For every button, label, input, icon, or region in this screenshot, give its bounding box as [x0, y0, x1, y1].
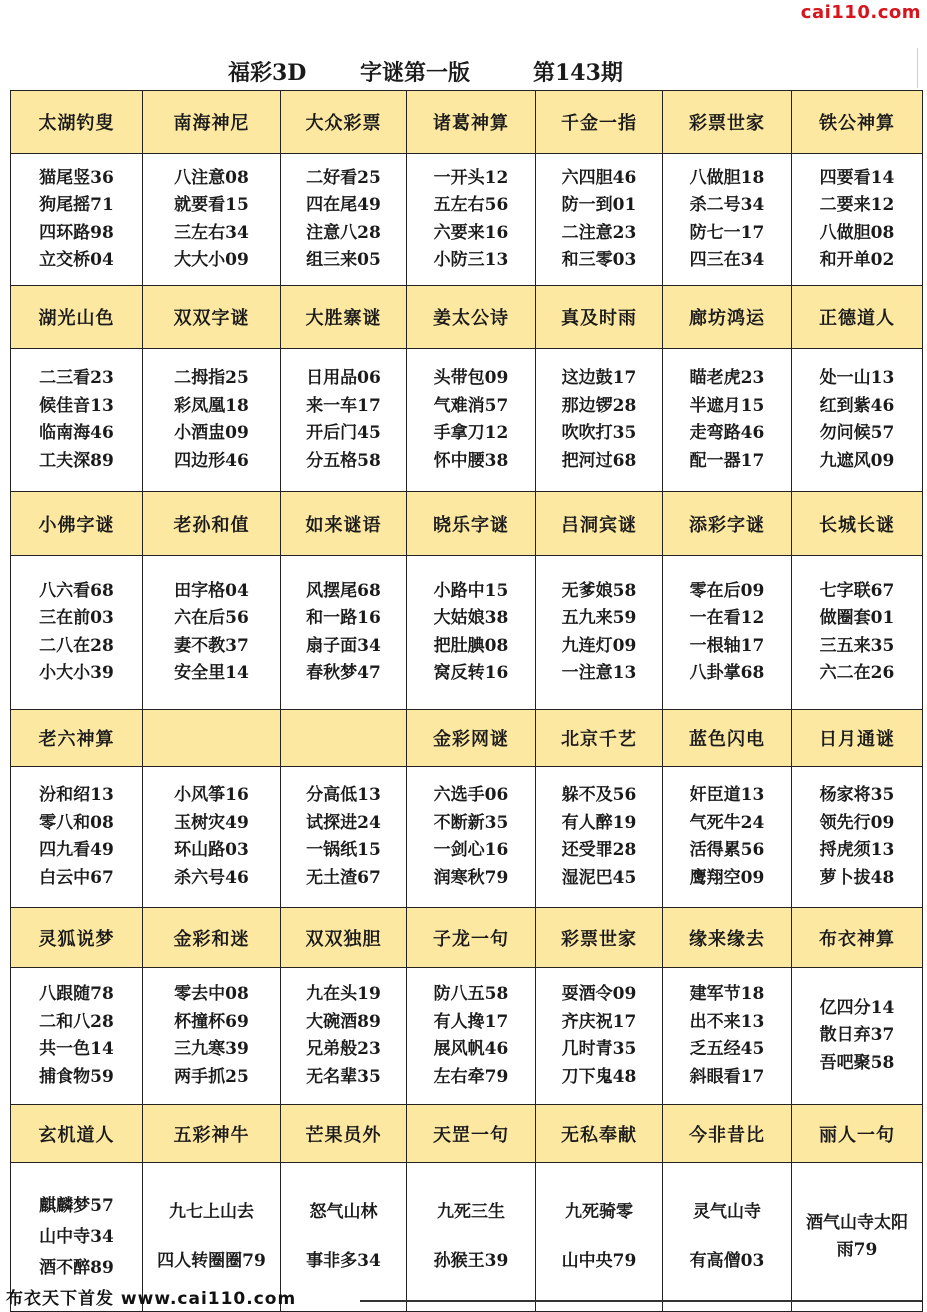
riddle-cell: [663, 556, 792, 710]
expert-name: 无私奉献: [536, 1105, 663, 1163]
riddle-cell: [143, 767, 281, 908]
riddle-line: 灵气山寺: [693, 1201, 761, 1222]
riddle-cell: [407, 968, 536, 1105]
riddle-line: 亿四分14: [819, 997, 895, 1018]
title-lottery: 福彩3D: [228, 60, 307, 86]
riddle-line: 四九看49: [39, 840, 114, 860]
expert-name: 吕洞宾谜: [536, 492, 663, 556]
riddle-line: 分五格58: [306, 450, 381, 471]
riddle-line: 一剑心16: [433, 840, 509, 860]
riddle-line: 临南海46: [39, 423, 114, 443]
riddle-cell: [143, 154, 281, 286]
expert-name: 铁公神算: [792, 91, 923, 154]
riddle-lines: [536, 167, 662, 273]
riddle-lines: [407, 167, 535, 273]
riddle-line: 组三来05: [306, 250, 381, 270]
riddle-line: 手拿刀12: [433, 423, 509, 443]
riddle-line: 二要来12: [819, 195, 895, 215]
riddle-line: 四三在34: [689, 250, 765, 270]
riddle-line: 零去中08: [174, 984, 249, 1004]
header-row: [11, 91, 923, 154]
riddle-line: 安全里14: [174, 663, 249, 683]
riddle-line: 四人转圈圈79: [157, 1251, 266, 1271]
riddle-line: 展风帆46: [433, 1039, 509, 1059]
riddle-line: 气难消57: [433, 395, 509, 416]
riddle-line: 出不来13: [689, 1011, 765, 1032]
expert-name: 缘来缘去: [663, 908, 792, 968]
riddle-cell: [143, 349, 281, 492]
expert-name: 双双字谜: [143, 286, 281, 349]
riddle-line: 工夫深89: [39, 450, 114, 471]
riddle-line: 有高僧03: [689, 1251, 765, 1271]
riddle-cell: [536, 349, 663, 492]
expert-name: 双双独胆: [281, 908, 407, 968]
expert-name: 彩票世家: [536, 908, 663, 968]
riddle-line: 二和八28: [39, 1011, 114, 1032]
riddle-line: 五九来59: [561, 608, 637, 628]
riddle-line: 捕食物59: [39, 1066, 114, 1087]
riddle-lines: [11, 1193, 142, 1282]
riddle-line: 二好看25: [306, 167, 381, 188]
expert-name: 诸葛神算: [407, 91, 536, 154]
expert-name: 彩票世家: [663, 91, 792, 154]
riddle-line: 躲不及56: [561, 785, 637, 805]
riddle-lines: [536, 580, 662, 686]
riddle-line: 开后门45: [306, 423, 381, 443]
footer-rule: [360, 1300, 922, 1302]
riddle-line: 注意八28: [306, 222, 381, 243]
riddle-line: 有人搀17: [433, 1011, 509, 1032]
riddle-line: 处一山13: [819, 368, 895, 388]
riddle-cell: [663, 154, 792, 286]
expert-name: 五彩神牛: [143, 1105, 281, 1163]
expert-name: 今非昔比: [663, 1105, 792, 1163]
riddle-row: [11, 556, 923, 710]
riddle-lines: [663, 784, 791, 890]
header-row: [11, 286, 923, 349]
riddle-line: 两手抓25: [174, 1066, 249, 1087]
riddle-cell: [143, 968, 281, 1105]
riddle-lines: [11, 983, 142, 1089]
expert-name: 小佛字谜: [11, 492, 143, 556]
riddle-lines: [792, 997, 922, 1076]
expert-name: 金彩和迷: [143, 908, 281, 968]
riddle-lines: [11, 367, 142, 473]
riddle-cell: [11, 767, 143, 908]
riddle-line: 八六看68: [39, 580, 114, 601]
riddle-line: 三在前03: [39, 608, 114, 628]
riddle-line: 窝反转16: [433, 663, 509, 683]
riddle-line: 吹吹打35: [561, 423, 637, 443]
riddle-lines: [281, 367, 406, 473]
riddle-line: 和开单02: [819, 250, 895, 270]
riddle-line: 走弯路46: [689, 423, 765, 443]
riddle-line: 小路中15: [433, 580, 509, 601]
riddle-lines: [281, 1201, 406, 1274]
expert-name: 大胜寨谜: [281, 286, 407, 349]
riddle-line: 零在后09: [689, 580, 765, 601]
riddle-line: 玉树灾49: [174, 812, 249, 833]
riddle-cell: [281, 968, 407, 1105]
riddle-line: 彩凤凰18: [174, 395, 249, 416]
riddle-line: 四要看14: [819, 167, 895, 188]
riddle-line: 日用品06: [306, 368, 381, 388]
riddle-row: [11, 349, 923, 492]
riddle-table: [10, 90, 923, 1312]
riddle-lines: [407, 784, 535, 890]
riddle-line: 二拇指25: [174, 368, 249, 388]
riddle-line: 配一器17: [689, 450, 765, 471]
riddle-line: 吾吧聚58: [819, 1052, 895, 1073]
riddle-line: 一开头12: [433, 167, 509, 188]
riddle-line: 猫尾竖36: [39, 167, 114, 188]
riddle-line: 六二在26: [819, 663, 895, 683]
riddle-lines: [407, 1201, 535, 1274]
riddle-cell: [663, 1163, 792, 1312]
riddle-lines: [143, 580, 280, 686]
riddle-line: 九死骑零: [565, 1201, 633, 1222]
riddle-line: 建军节18: [689, 984, 765, 1004]
riddle-line: 捋虎须13: [819, 840, 895, 860]
riddle-lines: [536, 983, 662, 1089]
riddle-row: [11, 968, 923, 1105]
expert-name: 灵狐说梦: [11, 908, 143, 968]
riddle-cell: [281, 556, 407, 710]
riddle-cell: [407, 556, 536, 710]
riddle-line: 无名辈35: [306, 1066, 381, 1087]
riddle-line: 那边锣28: [561, 395, 637, 416]
header-row: [11, 1105, 923, 1163]
riddle-line: 瞄老虎23: [689, 368, 765, 388]
riddle-line: 六要来16: [433, 222, 509, 243]
riddle-line: 大姑娘38: [433, 608, 509, 628]
site-brand: cai110.com: [800, 2, 921, 23]
riddle-lines: [792, 367, 922, 473]
riddle-line: 还受罪28: [561, 840, 637, 860]
riddle-line: 杯撞杯69: [174, 1011, 249, 1032]
riddle-line: 一在看12: [689, 608, 765, 628]
riddle-cell: [792, 154, 923, 286]
riddle-cell: [11, 556, 143, 710]
riddle-line: 杀六号46: [174, 867, 249, 888]
riddle-line: 小大小39: [39, 663, 114, 683]
riddle-cell: [792, 968, 923, 1105]
riddle-line: 防七一17: [689, 222, 765, 243]
riddle-line: 杀二号34: [689, 195, 765, 215]
riddle-line: 八跟随78: [39, 984, 114, 1004]
riddle-line: 四在尾49: [306, 195, 381, 215]
expert-name: [143, 710, 281, 767]
expert-name: 老六神算: [11, 710, 143, 767]
expert-name: [281, 710, 407, 767]
expert-name: 丽人一句: [792, 1105, 923, 1163]
riddle-cell: [407, 767, 536, 908]
riddle-line: 无土渣67: [306, 867, 381, 888]
riddle-line: 有人醉19: [561, 812, 637, 833]
riddle-line: 风摆尾68: [306, 580, 381, 601]
riddle-line: 六四胆46: [561, 167, 637, 188]
riddle-line: 和一路16: [306, 608, 381, 628]
riddle-line: 九遮风09: [819, 450, 895, 471]
page-title: [0, 56, 927, 84]
riddle-line: 春秋梦47: [306, 663, 381, 683]
riddle-lines: [11, 167, 142, 273]
riddle-line: 一根轴17: [689, 635, 765, 656]
riddle-lines: [663, 167, 791, 273]
riddle-cell: [536, 556, 663, 710]
expert-name: 金彩网谜: [407, 710, 536, 767]
riddle-lines: [407, 983, 535, 1089]
expert-name: 姜太公诗: [407, 286, 536, 349]
riddle-line: 九七上山去: [169, 1201, 254, 1222]
riddle-lines: [281, 983, 406, 1089]
riddle-line: 把肚腆08: [433, 635, 509, 656]
riddle-cell: [407, 154, 536, 286]
riddle-line: 乏五经45: [689, 1039, 765, 1059]
expert-name: 廊坊鸿运: [663, 286, 792, 349]
riddle-line: 候佳音13: [39, 395, 114, 416]
riddle-line: 领先行09: [819, 812, 895, 833]
riddle-lines: [536, 784, 662, 890]
expert-name: 北京千艺: [536, 710, 663, 767]
riddle-line: 来一车17: [306, 395, 381, 416]
riddle-lines: [11, 580, 142, 686]
riddle-line: 和三零03: [561, 250, 637, 270]
riddle-line: 环山路03: [174, 840, 249, 860]
riddle-cell: [792, 349, 923, 492]
riddle-line: 刀下鬼48: [561, 1066, 637, 1087]
expert-name: 玄机道人: [11, 1105, 143, 1163]
riddle-line: 就要看15: [174, 195, 249, 215]
riddle-line: 三左右34: [174, 222, 249, 243]
header-row: [11, 492, 923, 556]
riddle-cell: [792, 767, 923, 908]
riddle-lines: [536, 367, 662, 473]
riddle-line: 小风筝16: [174, 785, 249, 805]
riddle-line: 狗尾摇71: [39, 195, 114, 215]
header-row: [11, 908, 923, 968]
riddle-line: 二八在28: [39, 635, 114, 656]
riddle-lines: [792, 580, 922, 686]
riddle-line: 齐庆祝17: [561, 1011, 637, 1032]
riddle-lines: [792, 1210, 922, 1264]
riddle-line: 二三看23: [39, 368, 114, 388]
riddle-line: 怒气山林: [309, 1201, 378, 1222]
expert-name: 千金一指: [536, 91, 663, 154]
riddle-cell: [407, 349, 536, 492]
riddle-line: 小防三13: [433, 250, 509, 270]
riddle-line: 八注意08: [174, 167, 249, 188]
riddle-lines: [11, 784, 142, 890]
riddle-line: 汾和绍13: [39, 785, 114, 805]
riddle-line: 兄弟般23: [306, 1039, 381, 1059]
riddle-cell: [143, 556, 281, 710]
riddle-line: 耍酒令09: [561, 984, 637, 1004]
riddle-line: 润寒秋79: [433, 867, 509, 888]
expert-name: 添彩字谜: [663, 492, 792, 556]
expert-name: 南海神尼: [143, 91, 281, 154]
riddle-lines: [281, 167, 406, 273]
riddle-line: 立交桥04: [39, 250, 114, 270]
riddle-cell: [792, 556, 923, 710]
riddle-line: 五左右56: [433, 195, 509, 215]
riddle-lines: [407, 367, 535, 473]
expert-name: 太湖钓叟: [11, 91, 143, 154]
riddle-lines: [663, 367, 791, 473]
riddle-line: 不断新35: [433, 812, 509, 833]
riddle-line: 扇子面34: [306, 635, 381, 656]
riddle-line: 八做胆08: [819, 222, 895, 243]
riddle-lines: [143, 167, 280, 273]
footer-credit: 布衣天下首发 www.cai110.com: [6, 1289, 297, 1309]
riddle-line: 七字联67: [819, 580, 895, 601]
riddle-cell: [281, 349, 407, 492]
riddle-line: 九死三生: [437, 1201, 505, 1222]
riddle-line: 一注意13: [561, 663, 637, 683]
expert-name: 布衣神算: [792, 908, 923, 968]
expert-name: 长城长谜: [792, 492, 923, 556]
riddle-line: 八做胆18: [689, 167, 765, 188]
riddle-lines: [143, 983, 280, 1089]
riddle-line: 二注意23: [561, 222, 637, 243]
riddle-line: 三九寒39: [174, 1039, 249, 1059]
expert-name: 日月通谜: [792, 710, 923, 767]
riddle-line: 麒麟梦57: [39, 1195, 114, 1216]
riddle-line: 勿问候57: [819, 423, 895, 443]
riddle-line: 妻不教37: [174, 635, 249, 656]
riddle-row: [11, 767, 923, 908]
riddle-line: 左右牵79: [433, 1066, 509, 1087]
riddle-line: 酒气山寺太阳雨79: [806, 1213, 908, 1260]
riddle-line: 杨家将35: [819, 785, 895, 805]
riddle-line: 试探进24: [306, 812, 381, 833]
riddle-lines: [663, 580, 791, 686]
riddle-line: 九在头19: [306, 984, 381, 1004]
riddle-line: 防八五58: [433, 984, 509, 1004]
expert-name: 真及时雨: [536, 286, 663, 349]
riddle-line: 三五来35: [819, 635, 895, 656]
riddle-line: 头带包09: [433, 368, 509, 388]
riddle-lines: [792, 167, 922, 273]
riddle-cell: [281, 1163, 407, 1312]
riddle-cell: [792, 1163, 923, 1312]
riddle-line: 山中央79: [561, 1251, 637, 1271]
riddle-line: 几时青35: [561, 1039, 637, 1059]
riddle-line: 鹰翔空09: [689, 867, 765, 888]
riddle-cell: [536, 767, 663, 908]
riddle-line: 湿泥巴45: [561, 867, 637, 888]
expert-name: 湖光山色: [11, 286, 143, 349]
riddle-line: 白云中67: [39, 867, 114, 888]
riddle-row: [11, 154, 923, 286]
riddle-line: 大大小09: [174, 250, 249, 270]
riddle-line: 酒不醉89: [39, 1257, 114, 1278]
riddle-line: 孙猴王39: [433, 1251, 509, 1271]
riddle-cell: [536, 154, 663, 286]
riddle-line: 小酒盅09: [174, 423, 249, 443]
riddle-line: 红到紫46: [819, 395, 895, 416]
riddle-cell: [663, 968, 792, 1105]
riddle-line: 九连灯09: [561, 635, 637, 656]
riddle-cell: [11, 968, 143, 1105]
riddle-line: 八卦掌68: [689, 663, 765, 683]
riddle-lines: [143, 1201, 280, 1274]
expert-name: 蓝色闪电: [663, 710, 792, 767]
riddle-line: 六在后56: [174, 608, 249, 628]
title-edition: 字谜第一版: [360, 60, 471, 86]
riddle-line: 奸臣道13: [689, 785, 765, 805]
riddle-line: 田字格04: [174, 580, 249, 601]
riddle-lines: [281, 580, 406, 686]
riddle-line: 无爹娘58: [561, 580, 637, 601]
riddle-cell: [536, 1163, 663, 1312]
riddle-line: 活得累56: [689, 840, 765, 860]
riddle-cell: [11, 154, 143, 286]
riddle-line: 做圈套01: [819, 608, 895, 628]
expert-name: 晓乐字谜: [407, 492, 536, 556]
title-issue: 第143期: [533, 60, 623, 86]
expert-name: 大众彩票: [281, 91, 407, 154]
riddle-line: 零八和08: [39, 812, 114, 833]
riddle-lines: [663, 983, 791, 1089]
riddle-line: 六选手06: [433, 785, 509, 805]
riddle-cell: [536, 968, 663, 1105]
riddle-cell: [281, 767, 407, 908]
expert-name: 天罡一句: [407, 1105, 536, 1163]
riddle-lines: [663, 1201, 791, 1274]
riddle-cell: [11, 349, 143, 492]
riddle-lines: [143, 784, 280, 890]
riddle-lines: [536, 1201, 662, 1274]
riddle-line: 萝卜拔48: [819, 867, 895, 888]
expert-name: 正德道人: [792, 286, 923, 349]
riddle-line: 这边鼓17: [561, 368, 637, 388]
riddle-lines: [281, 784, 406, 890]
riddle-line: 把河过68: [561, 450, 637, 471]
riddle-cell: [663, 349, 792, 492]
riddle-line: 分高低13: [306, 785, 381, 805]
riddle-line: 大碗酒89: [306, 1011, 381, 1032]
expert-name: 芒果员外: [281, 1105, 407, 1163]
riddle-line: 四环路98: [39, 222, 114, 243]
riddle-cell: [281, 154, 407, 286]
riddle-line: 气死牛24: [689, 812, 765, 833]
riddle-lines: [407, 580, 535, 686]
riddle-line: 怀中腰38: [433, 450, 509, 471]
riddle-line: 山中寺34: [39, 1226, 114, 1247]
expert-name: 老孙和值: [143, 492, 281, 556]
riddle-cell: [663, 767, 792, 908]
riddle-line: 事非多34: [306, 1251, 381, 1271]
riddle-lines: [143, 367, 280, 473]
expert-name: 子龙一句: [407, 908, 536, 968]
riddle-line: 斜眼看17: [689, 1066, 765, 1087]
riddle-line: 散日弃37: [819, 1025, 895, 1046]
riddle-line: 防一到01: [561, 195, 637, 215]
riddle-line: 半遮月15: [689, 395, 765, 416]
expert-name: 如来谜语: [281, 492, 407, 556]
riddle-line: 共一色14: [39, 1039, 114, 1059]
header-row: [11, 710, 923, 767]
riddle-lines: [792, 784, 922, 890]
riddle-cell: [407, 1163, 536, 1312]
riddle-line: 四边形46: [174, 450, 249, 471]
riddle-line: 一锅纸15: [306, 840, 381, 860]
